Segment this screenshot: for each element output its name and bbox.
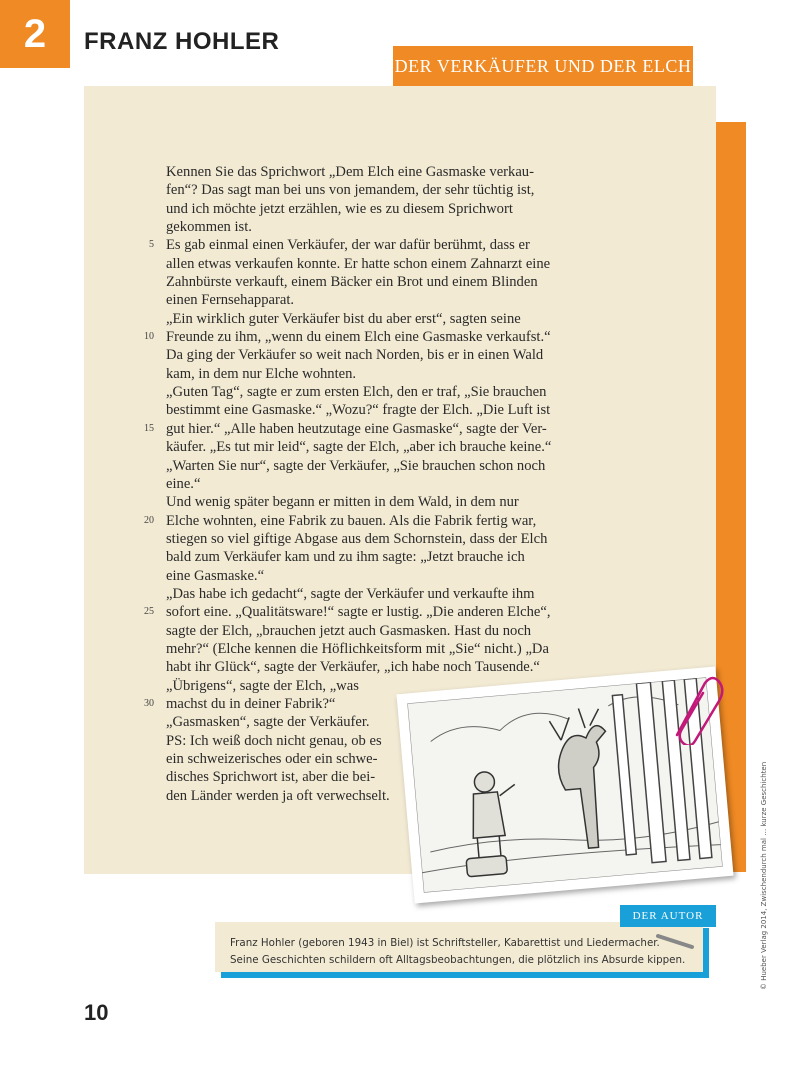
story-line: „Übrigens“, sagte der Elch, „was [166, 677, 359, 694]
line-number: 15 [144, 422, 154, 434]
story-line: allen etwas verkaufen konnte. Er hatte schon einem Zahnarzt eine [166, 255, 551, 272]
story-line: disches Sprichwort ist, aber die bei- [166, 769, 376, 786]
story-line: Es gab einmal einen Verkäufer, der war dafür berühmt, dass er [166, 237, 530, 254]
story-line: Und wenig später begann er mitten in dem Wald, in dem nur [166, 494, 519, 511]
story-line: Da ging der Verkäufer so weit nach Norden, bis er in einen Wald [166, 347, 544, 364]
about-author-box [215, 922, 703, 972]
story-line: bald zum Verkäufer kam und zu ihm sagte: „Jetzt brauche ich [166, 549, 525, 566]
line-number: 20 [144, 514, 154, 526]
about-author-text [230, 935, 685, 969]
story-line: Freunde zu ihm, „wenn du einem Elch eine Gasmaske verkaufst.“ [166, 329, 551, 346]
story-line: käufer. „Es tut mir leid“, sagte der Elch, „aber ich brauche keine.“ [166, 439, 552, 456]
story-line: sofort eine. „Qualitätsware!“ sagte er lustig. „Die anderen Elche“, [166, 604, 551, 621]
story-line: Kennen Sie das Sprichwort „Dem Elch eine Gasmaske verkau- [166, 164, 534, 180]
story-line: eine.“ [166, 475, 201, 492]
story-line: eine Gasmaske.“ [166, 567, 265, 584]
about-author-label: DER AUTOR [620, 905, 716, 927]
copyright-notice: © Hueber Verlag 2014, Zwischendurch mal … kurze Geschichten [760, 761, 768, 990]
line-number: 5 [149, 239, 154, 251]
story-line: Elche wohnten, eine Fabrik zu bauen. Als die Fabrik fertig war, [166, 512, 537, 529]
story-line: Zahnbürste verkauft, einem Bäcker ein Brot und einem Blinden [166, 274, 538, 291]
about-line: Franz Hohler (geboren 1943 in Biel) ist Schriftsteller, Kabarettist und Liedermacher. [230, 937, 660, 949]
story-line: ein schweizerisches oder ein schwe- [166, 751, 378, 767]
story-line: habt ihr Glück“, sagte der Verkäufer, „ich habe noch Tausende.“ [166, 659, 540, 676]
line-number: 10 [144, 331, 154, 343]
story-line: stiegen so viel giftige Abgase aus dem Schornstein, dass der Elch [166, 530, 548, 547]
story-line: kam, in dem nur Elche wohnten. [166, 365, 357, 382]
story-line: fen“? Das sagt man bei uns von jemandem, der sehr tüchtig ist, [166, 182, 535, 199]
story-line: machst du in deiner Fabrik?“ [166, 695, 336, 712]
chapter-number: 2 [0, 0, 70, 68]
about-line: Seine Geschichten schildern oft Alltagsbeobachtungen, die plötzlich ins Absurde kippen. [230, 954, 686, 966]
paperclip-icon [665, 675, 725, 745]
story-line: mehr?“ (Elche kennen die Höflichkeitsform mit „Sie“ nicht.) „Da [166, 640, 549, 657]
story-line: sagte der Elch, „brauchen jetzt auch Gasmasken. Hast du noch [166, 622, 532, 639]
pencil-icon [656, 932, 696, 952]
story-line: „Das habe ich gedacht“, sagte der Verkäufer und verkaufte ihm [166, 585, 535, 602]
story-line: PS: Ich weiß doch nicht genau, ob es [166, 732, 382, 749]
line-number: 25 [144, 606, 154, 618]
story-line: „Gasmasken“, sagte der Verkäufer. [166, 714, 370, 731]
author-heading: FRANZ HOHLER [84, 28, 280, 55]
story-line: „Ein wirklich guter Verkäufer bist du aber erst“, sagten seine [166, 310, 521, 327]
page-number: 10 [84, 1000, 109, 1025]
story-line: den Länder werden ja oft verwechselt. [166, 787, 390, 804]
story-title: DER VERKÄUFER UND DER ELCH [393, 46, 693, 86]
story-line: „Warten Sie nur“, sagte der Verkäufer, „Sie brauchen schon noch [166, 457, 546, 474]
story-line: „Guten Tag“, sagte er zum ersten Elch, den er traf, „Sie brauchen [166, 384, 547, 401]
story-line: gut hier.“ „Alle haben heutzutage eine Gasmaske“, sagte der Ver- [166, 420, 547, 437]
story-line: gekommen ist. [166, 219, 252, 236]
line-number: 30 [144, 698, 154, 710]
story-line: einen Fernsehapparat. [166, 292, 295, 309]
story-line: bestimmt eine Gasmaske.“ „Wozu?“ fragte der Elch. „Die Luft ist [166, 402, 551, 419]
story-line: und ich möchte jetzt erzählen, wie es zu diesem Sprichwort [166, 200, 513, 217]
